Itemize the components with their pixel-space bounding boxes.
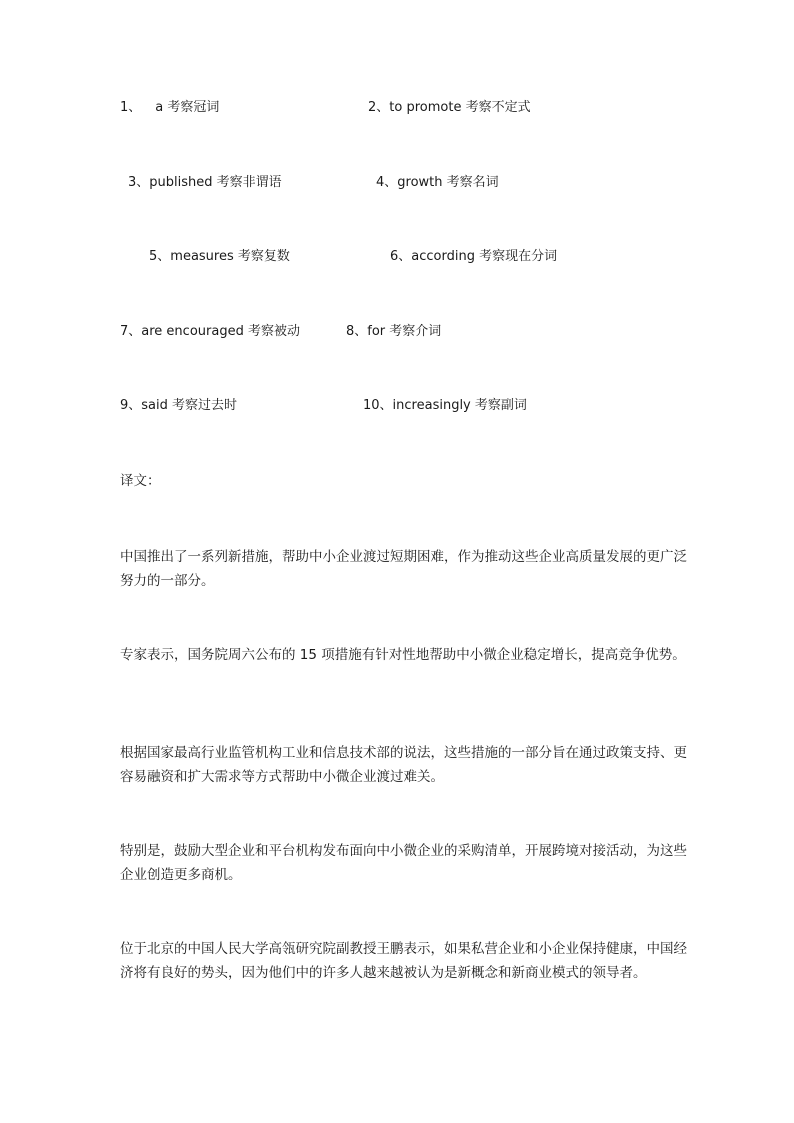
answer-text: a 考察冠词 xyxy=(155,100,220,115)
answer-number: 6、 xyxy=(390,249,412,264)
answer-text: growth 考察名词 xyxy=(397,175,499,190)
answer-item-9 xyxy=(120,397,237,415)
answer-text: for 考察介词 xyxy=(367,324,442,339)
translation-paragraph-3: 根据国家最高行业监管机构工业和信息技术部的说法，这些措施的一部分旨在通过政策支持、更容易融资和扩大需求等方式帮助中小微企业渡过难关。 xyxy=(120,745,687,785)
translation-paragraph-4: 特别是，鼓励大型企业和平台机构发布面向中小微企业的采购清单，开展跨境对接活动，为这些企业创造更多商机。 xyxy=(120,843,687,883)
answer-item-6 xyxy=(390,248,557,266)
answer-item-10 xyxy=(363,397,527,415)
answer-text: are encouraged 考察被动 xyxy=(141,324,300,339)
answer-number: 5、 xyxy=(149,249,171,264)
answer-number: 10、 xyxy=(363,398,393,413)
answer-text: published 考察非谓语 xyxy=(149,175,282,190)
answer-item-8 xyxy=(346,323,441,341)
answer-text: said 考察过去时 xyxy=(141,398,238,413)
answer-number: 7、 xyxy=(120,324,142,339)
answer-item-1 xyxy=(120,99,219,117)
answer-number: 8、 xyxy=(346,324,368,339)
answer-text: to promote 考察不定式 xyxy=(389,100,531,115)
answer-number: 1、 xyxy=(120,100,142,115)
answer-number: 4、 xyxy=(376,175,398,190)
answer-item-2 xyxy=(368,99,531,117)
answer-item-4 xyxy=(376,174,499,192)
answer-number: 3、 xyxy=(128,175,150,190)
translation-paragraph-5: 位于北京的中国人民大学高瓴研究院副教授王鹏表示，如果私营企业和小企业保持健康，中国经济将有良好的势头，因为他们中的许多人越来越被认为是新概念和新商业模式的领导者。 xyxy=(120,941,687,981)
answer-item-3 xyxy=(128,174,282,192)
translation-paragraph-2: 专家表示，国务院周六公布的 15 项措施有针对性地帮助中小微企业稳定增长，提高竞争优势。 xyxy=(120,647,686,663)
answer-text: measures 考察复数 xyxy=(170,249,290,264)
translation-heading: 译文： xyxy=(120,473,161,489)
answer-text: according 考察现在分词 xyxy=(411,249,558,264)
translation-paragraph-1: 中国推出了一系列新措施，帮助中小企业渡过短期困难，作为推动这些企业高质量发展的更广泛努力的一部分。 xyxy=(120,549,687,589)
answer-item-5 xyxy=(149,248,290,266)
answer-number: 2、 xyxy=(368,100,390,115)
answer-text: increasingly 考察副词 xyxy=(392,398,527,413)
answer-number: 9、 xyxy=(120,398,142,413)
answer-item-7 xyxy=(120,323,300,341)
